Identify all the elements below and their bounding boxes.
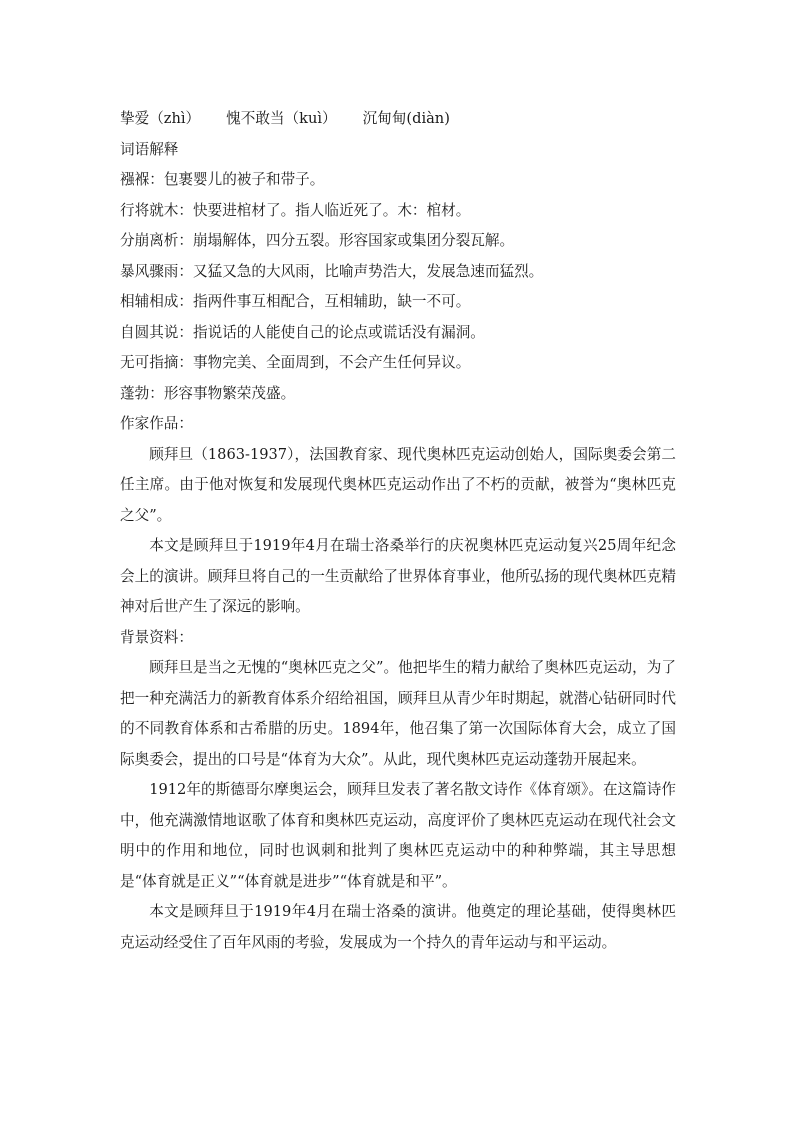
glossary-definition: 快要进棺材了。指人临近死了。木：棺材。	[193, 201, 471, 219]
pinyin-row	[120, 104, 676, 135]
glossary-entry: 分崩离析：崩塌解体，四分五裂。形容国家或集团分裂瓦解。	[120, 232, 515, 249]
background-paragraph: 1912年的斯德哥尔摩奥运会，顾拜旦发表了著名散文诗作《体育颂》。在这篇诗作中，他充满激情地讴歌了体育和奥林匹克运动，高度评价了奥林匹克运动在现代社会文明中的作用和地位，同时也讽刺和批判了奥林匹克运动中的种种弊端，其主导思想是“体育就是正义”“体育就是进步”“体育就是和平”。	[120, 781, 676, 890]
glossary-entry: 暴风骤雨：又猛又急的大风雨，比喻声势浩大，发展急速而猛烈。	[120, 262, 544, 280]
glossary-definition: 形容事物繁荣茂盛。	[163, 384, 296, 402]
glossary-definition: 指说话的人能使自己的论点或谎话没有漏洞。	[193, 323, 485, 341]
author-heading: 作家作品：	[120, 415, 193, 432]
glossary-definition: 崩塌解体，四分五裂。形容国家或集团分裂瓦解。	[193, 232, 515, 249]
glossary-entry: 襁褓：包裹婴儿的被子和带子。	[120, 171, 325, 188]
glossary-entry: 自圆其说：指说话的人能使自己的论点或谎话没有漏洞。	[120, 323, 485, 341]
glossary-term: 暴风骤雨	[120, 262, 179, 280]
glossary-entry: 相辅相成：指两件事互相配合，互相辅助，缺一不可。	[120, 293, 471, 310]
glossary-term: 蓬勃	[120, 384, 150, 402]
glossary-term: 行将就木	[120, 201, 179, 219]
glossary-term: 无可指摘	[120, 354, 179, 371]
glossary-entry: 无可指摘：事物完美、全面周到，不会产生任何异议。	[120, 354, 471, 371]
glossary-term: 相辅相成	[120, 293, 179, 310]
glossary-heading: 词语解释	[120, 140, 179, 158]
glossary-definition: 包裹婴儿的被子和带子。	[163, 171, 325, 188]
glossary-entry: 行将就木：快要进棺材了。指人临近死了。木：棺材。	[120, 201, 471, 219]
glossary-definition: 又猛又急的大风雨，比喻声势浩大，发展急速而猛烈。	[193, 262, 544, 280]
author-paragraph: 本文是顾拜旦于1919年4月在瑞士洛桑举行的庆祝奥林匹克运动复兴25周年纪念会上的演讲。顾拜旦将自己的一生贡献给了世界体育事业，他所弘扬的现代奥林匹克精神对后世产生了深远的影响。	[120, 537, 676, 615]
author-paragraph: 顾拜旦（1863-1937），法国教育家、现代奥林匹克运动创始人，国际奥委会第二任主席。由于他对恢复和发展现代奥林匹克运动作出了不朽的贡献，被誉为“奥林匹克之父”。	[120, 445, 676, 524]
pinyin-item: 沉甸甸(diàn)	[362, 110, 450, 127]
background-paragraph: 顾拜旦是当之无愧的“奥林匹克之父”。他把毕生的精力献给了奥林匹克运动，为了把一种充满活力的新教育体系介绍给祖国，顾拜旦从青少年时期起，就潜心钻研同时代的不同教育体系和古希腊的历史。1894年，他召集了第一次国际体育大会，成立了国际奥委会，提出的口号是“体育为大众”。从此，现代奥林匹克运动蓬勃开展起来。	[120, 659, 676, 768]
glossary-definition: 指两件事互相配合，互相辅助，缺一不可。	[193, 293, 471, 310]
background-paragraph: 本文是顾拜旦于1919年4月在瑞士洛桑的演讲。他奠定的理论基础，使得奥林匹克运动经受住了百年风雨的考验，发展成为一个持久的青年运动与和平运动。	[120, 903, 676, 951]
glossary-term: 分崩离析	[120, 232, 179, 249]
document-body	[120, 104, 676, 958]
glossary-entry: 蓬勃：形容事物繁荣茂盛。	[120, 384, 296, 402]
pinyin-item: 愧不敢当（kuì）	[226, 110, 337, 127]
glossary-term: 自圆其说	[120, 323, 179, 341]
glossary-definition: 事物完美、全面周到，不会产生任何异议。	[193, 354, 471, 371]
pinyin-item: 挚爱（zhì）	[120, 110, 201, 127]
glossary-term: 襁褓	[120, 171, 150, 188]
background-heading: 背景资料：	[120, 628, 193, 646]
